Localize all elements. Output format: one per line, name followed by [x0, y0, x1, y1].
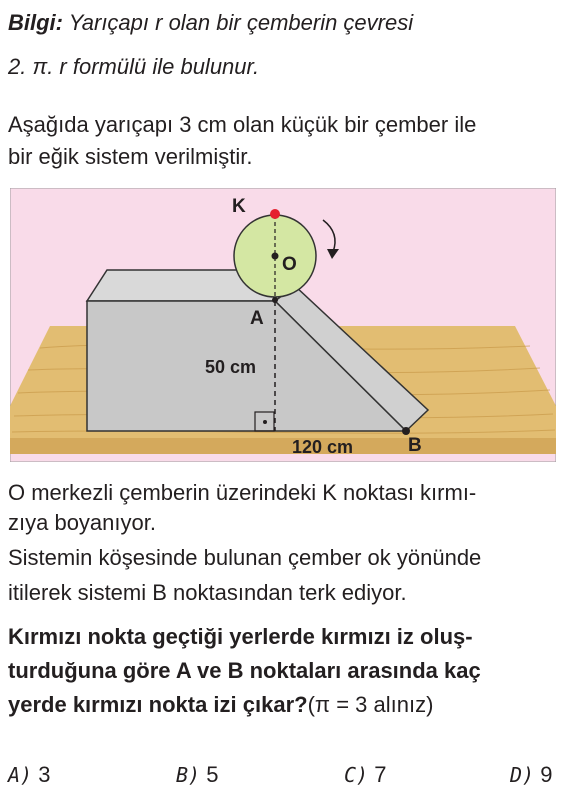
body-line-4: itilerek sistemi B noktasından terk ediyor. — [8, 580, 407, 605]
body-line-3: Sistemin köşesinde bulunan çember ok yönünde — [8, 545, 482, 570]
question-text-3: yerde kırmızı nokta izi çıkar? — [8, 692, 308, 717]
right-angle-dot — [263, 420, 267, 424]
center-o-dot — [272, 253, 279, 260]
choice-d[interactable] — [510, 760, 552, 790]
choice-d-value: 9 — [540, 762, 553, 787]
choice-d-letter: D) — [510, 763, 535, 787]
info-text-1: Yarıçapı r olan bir çemberin çevresi — [63, 10, 414, 35]
choice-c-letter: C) — [344, 763, 369, 787]
point-b-dot — [402, 427, 410, 435]
choice-b-value: 5 — [206, 762, 219, 787]
base-label: 120 cm — [292, 437, 354, 457]
height-label: 50 cm — [205, 357, 257, 377]
label-b: B — [408, 435, 422, 456]
choice-b[interactable] — [176, 760, 218, 790]
choice-b-letter: B) — [176, 763, 201, 787]
choice-a-letter: A) — [8, 763, 33, 787]
intro-line-2: bir eğik sistem verilmiştir. — [8, 144, 253, 169]
choice-a-value: 3 — [38, 762, 51, 787]
choice-c-value: 7 — [374, 762, 387, 787]
question-line-2: turduğuna göre A ve B noktaları arasında kaç — [8, 658, 481, 683]
choice-a[interactable] — [8, 760, 50, 790]
label-a: A — [250, 308, 264, 329]
body-line-1: O merkezli çemberin üzerindeki K noktası kırmı- — [8, 480, 477, 505]
incline-figure — [10, 188, 556, 462]
info-line-2: 2. π. r formülü ile bulunur. — [8, 54, 260, 79]
info-line-1 — [8, 8, 413, 38]
info-label: Bilgi: — [8, 10, 63, 35]
question-line-3 — [8, 690, 433, 720]
label-o: O — [282, 254, 297, 275]
pi-note: (π = 3 alınız) — [307, 692, 434, 717]
question-line-1: Kırmızı nokta geçtiği yerlerde kırmızı iz oluş- — [8, 624, 473, 649]
wooden-board-front — [10, 438, 556, 454]
red-dot-k — [270, 209, 280, 219]
body-line-2: zıya boyanıyor. — [8, 510, 156, 535]
choice-c[interactable] — [344, 760, 386, 790]
point-a-dot — [272, 297, 278, 303]
label-k: K — [232, 196, 246, 217]
intro-line-1: Aşağıda yarıçapı 3 cm olan küçük bir çember ile — [8, 112, 477, 137]
